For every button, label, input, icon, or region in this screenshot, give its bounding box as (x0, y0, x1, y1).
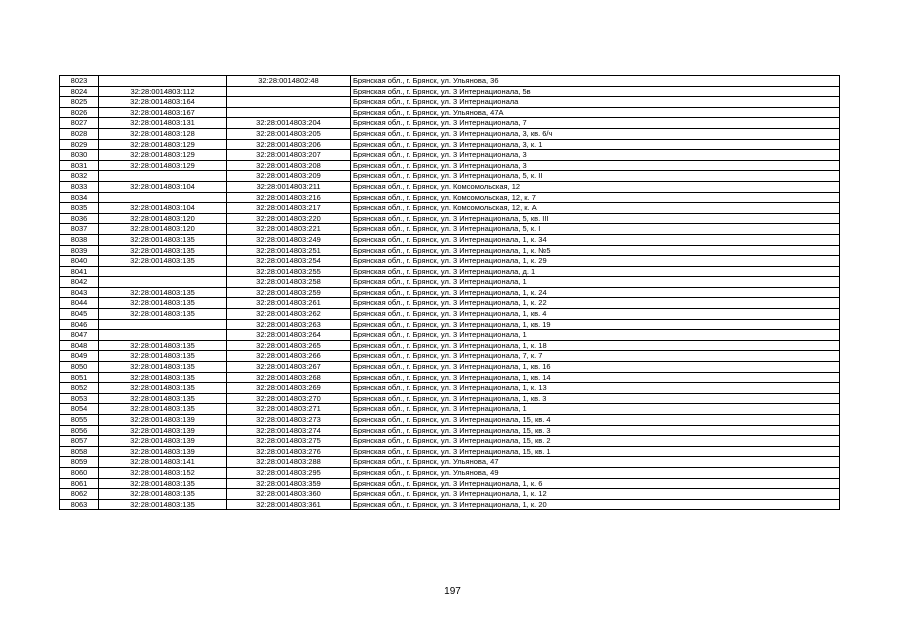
row-number-cell: 8046 (60, 319, 99, 330)
cadastral-number-cell: 32:28:0014803:139 (99, 415, 227, 426)
object-number-cell: 32:28:0014803:271 (227, 404, 351, 415)
cadastral-number-cell: 32:28:0014803:135 (99, 372, 227, 383)
address-cell: Брянская обл., г. Брянск, ул. 3 Интернационала, 1, кв. 3 (351, 393, 840, 404)
address-cell: Брянская обл., г. Брянск, ул. 3 Интернационала, 15, кв. 2 (351, 436, 840, 447)
cadastral-number-cell: 32:28:0014803:135 (99, 404, 227, 415)
object-number-cell: 32:28:0014803:206 (227, 139, 351, 150)
address-cell: Брянская обл., г. Брянск, ул. Комсомольская, 12, к. А (351, 203, 840, 214)
cadastral-number-cell: 32:28:0014803:135 (99, 489, 227, 500)
object-number-cell: 32:28:0014803:254 (227, 256, 351, 267)
object-number-cell: 32:28:0014803:251 (227, 245, 351, 256)
address-cell: Брянская обл., г. Брянск, ул. 3 Интернационала, 15, кв. 4 (351, 415, 840, 426)
address-cell: Брянская обл., г. Брянск, ул. 3 Интернационала, 5, к. II (351, 171, 840, 182)
cadastral-table (59, 75, 840, 510)
row-number-cell: 8027 (60, 118, 99, 129)
row-number-cell: 8041 (60, 266, 99, 277)
object-number-cell: 32:28:0014803:261 (227, 298, 351, 309)
address-cell: Брянская обл., г. Брянск, ул. 3 Интернационала, 5, к. I (351, 224, 840, 235)
object-number-cell: 32:28:0014803:259 (227, 287, 351, 298)
object-number-cell (227, 107, 351, 118)
table-row (60, 234, 840, 245)
address-cell: Брянская обл., г. Брянск, ул. 3 Интернационала, 1, к. 6 (351, 478, 840, 489)
address-cell: Брянская обл., г. Брянск, ул. 3 Интернационала (351, 97, 840, 108)
object-number-cell: 32:28:0014803:268 (227, 372, 351, 383)
object-number-cell: 32:28:0014803:265 (227, 340, 351, 351)
table-row (60, 171, 840, 182)
row-number-cell: 8037 (60, 224, 99, 235)
cadastral-number-cell: 32:28:0014803:135 (99, 298, 227, 309)
address-cell: Брянская обл., г. Брянск, ул. 3 Интернационала, 1, кв. 19 (351, 319, 840, 330)
address-cell: Брянская обл., г. Брянск, ул. Комсомольская, 12 (351, 181, 840, 192)
table-row (60, 224, 840, 235)
cadastral-number-cell: 32:28:0014803:135 (99, 287, 227, 298)
table-row (60, 287, 840, 298)
table-row (60, 467, 840, 478)
address-cell: Брянская обл., г. Брянск, ул. 3 Интернационала, 1, к. 18 (351, 340, 840, 351)
cadastral-number-cell: 32:28:0014803:131 (99, 118, 227, 129)
address-cell: Брянская обл., г. Брянск, ул. 3 Интернационала, 3, к. 1 (351, 139, 840, 150)
cadastral-number-cell: 32:28:0014803:139 (99, 425, 227, 436)
object-number-cell: 32:28:0014803:360 (227, 489, 351, 500)
address-cell: Брянская обл., г. Брянск, ул. 3 Интернационала, 1, к. 12 (351, 489, 840, 500)
table-row (60, 128, 840, 139)
object-number-cell: 32:28:0014803:266 (227, 351, 351, 362)
table-row (60, 181, 840, 192)
row-number-cell: 8035 (60, 203, 99, 214)
object-number-cell: 32:28:0014803:221 (227, 224, 351, 235)
table-row (60, 245, 840, 256)
table-row (60, 139, 840, 150)
object-number-cell: 32:28:0014803:211 (227, 181, 351, 192)
table-row (60, 309, 840, 320)
row-number-cell: 8045 (60, 309, 99, 320)
table-body (60, 76, 840, 510)
row-number-cell: 8024 (60, 86, 99, 97)
address-cell: Брянская обл., г. Брянск, ул. 3 Интернационала, д. 1 (351, 266, 840, 277)
row-number-cell: 8032 (60, 171, 99, 182)
row-number-cell: 8023 (60, 76, 99, 87)
object-number-cell: 32:28:0014803:207 (227, 150, 351, 161)
table-row (60, 362, 840, 373)
cadastral-number-cell (99, 266, 227, 277)
table-row (60, 256, 840, 267)
table-row (60, 298, 840, 309)
cadastral-number-cell: 32:28:0014803:135 (99, 245, 227, 256)
cadastral-number-cell: 32:28:0014803:135 (99, 351, 227, 362)
table-row (60, 277, 840, 288)
row-number-cell: 8059 (60, 457, 99, 468)
row-number-cell: 8025 (60, 97, 99, 108)
cadastral-number-cell: 32:28:0014803:167 (99, 107, 227, 118)
table-row (60, 213, 840, 224)
table-row (60, 160, 840, 171)
object-number-cell: 32:28:0014803:262 (227, 309, 351, 320)
cadastral-number-cell (99, 171, 227, 182)
row-number-cell: 8056 (60, 425, 99, 436)
object-number-cell: 32:28:0014803:258 (227, 277, 351, 288)
table-row (60, 383, 840, 394)
object-number-cell: 32:28:0014803:209 (227, 171, 351, 182)
table-row (60, 489, 840, 500)
address-cell: Брянская обл., г. Брянск, ул. Ульянова, 49 (351, 467, 840, 478)
cadastral-number-cell: 32:28:0014803:129 (99, 139, 227, 150)
table-row (60, 203, 840, 214)
row-number-cell: 8034 (60, 192, 99, 203)
cadastral-number-cell: 32:28:0014803:135 (99, 340, 227, 351)
object-number-cell: 32:28:0014803:267 (227, 362, 351, 373)
object-number-cell: 32:28:0014803:208 (227, 160, 351, 171)
object-number-cell (227, 97, 351, 108)
object-number-cell: 32:28:0014803:295 (227, 467, 351, 478)
object-number-cell: 32:28:0014803:205 (227, 128, 351, 139)
table-row (60, 404, 840, 415)
row-number-cell: 8062 (60, 489, 99, 500)
cadastral-number-cell: 32:28:0014803:135 (99, 362, 227, 373)
cadastral-number-cell: 32:28:0014803:120 (99, 213, 227, 224)
row-number-cell: 8050 (60, 362, 99, 373)
row-number-cell: 8057 (60, 436, 99, 447)
row-number-cell: 8061 (60, 478, 99, 489)
address-cell: Брянская обл., г. Брянск, ул. 3 Интернационала, 1, к. 22 (351, 298, 840, 309)
table-row (60, 86, 840, 97)
row-number-cell: 8048 (60, 340, 99, 351)
row-number-cell: 8031 (60, 160, 99, 171)
table-row (60, 118, 840, 129)
object-number-cell: 32:28:0014803:217 (227, 203, 351, 214)
address-cell: Брянская обл., г. Брянск, ул. 3 Интернационала, 1, к. 24 (351, 287, 840, 298)
address-cell: Брянская обл., г. Брянск, ул. Ульянова, 36 (351, 76, 840, 87)
object-number-cell: 32:28:0014803:361 (227, 499, 351, 510)
table-row (60, 446, 840, 457)
table-row (60, 415, 840, 426)
cadastral-number-cell: 32:28:0014803:112 (99, 86, 227, 97)
object-number-cell: 32:28:0014803:274 (227, 425, 351, 436)
row-number-cell: 8042 (60, 277, 99, 288)
row-number-cell: 8030 (60, 150, 99, 161)
cadastral-number-cell: 32:28:0014803:139 (99, 446, 227, 457)
cadastral-number-cell: 32:28:0014803:135 (99, 393, 227, 404)
object-number-cell: 32:28:0014803:216 (227, 192, 351, 203)
table-row (60, 393, 840, 404)
address-cell: Брянская обл., г. Брянск, ул. 3 Интернационала, 3, кв. 6/ч (351, 128, 840, 139)
address-cell: Брянская обл., г. Брянск, ул. 3 Интернационала, 7 (351, 118, 840, 129)
address-cell: Брянская обл., г. Брянск, ул. Комсомольская, 12, к. 7 (351, 192, 840, 203)
table-row (60, 76, 840, 87)
row-number-cell: 8060 (60, 467, 99, 478)
cadastral-number-cell: 32:28:0014803:135 (99, 234, 227, 245)
object-number-cell: 32:28:0014803:263 (227, 319, 351, 330)
address-cell: Брянская обл., г. Брянск, ул. 3 Интернационала, 1 (351, 330, 840, 341)
row-number-cell: 8049 (60, 351, 99, 362)
table-row (60, 192, 840, 203)
address-cell: Брянская обл., г. Брянск, ул. 3 Интернационала, 5в (351, 86, 840, 97)
address-cell: Брянская обл., г. Брянск, ул. 3 Интернационала, 1, кв. 14 (351, 372, 840, 383)
table-row (60, 330, 840, 341)
cadastral-number-cell: 32:28:0014803:128 (99, 128, 227, 139)
cadastral-number-cell: 32:28:0014803:120 (99, 224, 227, 235)
address-cell: Брянская обл., г. Брянск, ул. 3 Интернационала, 1, к. 20 (351, 499, 840, 510)
table-row (60, 340, 840, 351)
object-number-cell: 32:28:0014802:48 (227, 76, 351, 87)
object-number-cell: 32:28:0014803:269 (227, 383, 351, 394)
row-number-cell: 8039 (60, 245, 99, 256)
table-row (60, 436, 840, 447)
cadastral-number-cell: 32:28:0014803:139 (99, 436, 227, 447)
row-number-cell: 8055 (60, 415, 99, 426)
address-cell: Брянская обл., г. Брянск, ул. Ульянова, 47 (351, 457, 840, 468)
address-cell: Брянская обл., г. Брянск, ул. 3 Интернационала, 5, кв. III (351, 213, 840, 224)
cadastral-number-cell (99, 277, 227, 288)
cadastral-number-cell: 32:28:0014803:104 (99, 181, 227, 192)
cadastral-number-cell: 32:28:0014803:135 (99, 478, 227, 489)
cadastral-number-cell: 32:28:0014803:104 (99, 203, 227, 214)
cadastral-number-cell (99, 330, 227, 341)
table-row (60, 457, 840, 468)
cadastral-number-cell: 32:28:0014803:135 (99, 383, 227, 394)
address-cell: Брянская обл., г. Брянск, ул. 3 Интернационала, 15, кв. 1 (351, 446, 840, 457)
address-cell: Брянская обл., г. Брянск, ул. 3 Интернационала, 1, к. 29 (351, 256, 840, 267)
row-number-cell: 8036 (60, 213, 99, 224)
object-number-cell: 32:28:0014803:264 (227, 330, 351, 341)
row-number-cell: 8052 (60, 383, 99, 394)
address-cell: Брянская обл., г. Брянск, ул. 3 Интернационала, 1, кв. 4 (351, 309, 840, 320)
object-number-cell: 32:28:0014803:255 (227, 266, 351, 277)
address-cell: Брянская обл., г. Брянск, ул. 3 Интернационала, 7, к. 7 (351, 351, 840, 362)
address-cell: Брянская обл., г. Брянск, ул. Ульянова, 47А (351, 107, 840, 118)
row-number-cell: 8038 (60, 234, 99, 245)
row-number-cell: 8054 (60, 404, 99, 415)
object-number-cell: 32:28:0014803:275 (227, 436, 351, 447)
row-number-cell: 8058 (60, 446, 99, 457)
row-number-cell: 8043 (60, 287, 99, 298)
table-row (60, 499, 840, 510)
object-number-cell: 32:28:0014803:273 (227, 415, 351, 426)
cadastral-number-cell (99, 319, 227, 330)
cadastral-number-cell (99, 192, 227, 203)
cadastral-number-cell: 32:28:0014803:135 (99, 256, 227, 267)
object-number-cell: 32:28:0014803:204 (227, 118, 351, 129)
table-row (60, 319, 840, 330)
object-number-cell: 32:28:0014803:270 (227, 393, 351, 404)
row-number-cell: 8051 (60, 372, 99, 383)
cadastral-number-cell: 32:28:0014803:129 (99, 160, 227, 171)
address-cell: Брянская обл., г. Брянск, ул. 3 Интернационала, 3 (351, 150, 840, 161)
row-number-cell: 8063 (60, 499, 99, 510)
table-row (60, 478, 840, 489)
row-number-cell: 8044 (60, 298, 99, 309)
cadastral-number-cell: 32:28:0014803:152 (99, 467, 227, 478)
address-cell: Брянская обл., г. Брянск, ул. 3 Интернационала, 3 (351, 160, 840, 171)
row-number-cell: 8040 (60, 256, 99, 267)
object-number-cell: 32:28:0014803:249 (227, 234, 351, 245)
table-row (60, 425, 840, 436)
object-number-cell: 32:28:0014803:220 (227, 213, 351, 224)
table-row (60, 351, 840, 362)
address-cell: Брянская обл., г. Брянск, ул. 3 Интернационала, 1, к. 13 (351, 383, 840, 394)
cadastral-number-cell: 32:28:0014803:141 (99, 457, 227, 468)
row-number-cell: 8029 (60, 139, 99, 150)
row-number-cell: 8028 (60, 128, 99, 139)
object-number-cell: 32:28:0014803:359 (227, 478, 351, 489)
object-number-cell: 32:28:0014803:288 (227, 457, 351, 468)
table-row (60, 97, 840, 108)
cadastral-number-cell: 32:28:0014803:129 (99, 150, 227, 161)
cadastral-number-cell (99, 76, 227, 87)
address-cell: Брянская обл., г. Брянск, ул. 3 Интернационала, 1, к. №5 (351, 245, 840, 256)
row-number-cell: 8053 (60, 393, 99, 404)
table-row (60, 266, 840, 277)
address-cell: Брянская обл., г. Брянск, ул. 3 Интернационала, 1 (351, 404, 840, 415)
row-number-cell: 8033 (60, 181, 99, 192)
address-cell: Брянская обл., г. Брянск, ул. 3 Интернационала, 1, кв. 16 (351, 362, 840, 373)
cadastral-number-cell: 32:28:0014803:135 (99, 309, 227, 320)
address-cell: Брянская обл., г. Брянск, ул. 3 Интернационала, 1 (351, 277, 840, 288)
row-number-cell: 8026 (60, 107, 99, 118)
table-row (60, 150, 840, 161)
address-cell: Брянская обл., г. Брянск, ул. 3 Интернационала, 1, к. 34 (351, 234, 840, 245)
row-number-cell: 8047 (60, 330, 99, 341)
cadastral-number-cell: 32:28:0014803:135 (99, 499, 227, 510)
object-number-cell (227, 86, 351, 97)
cadastral-number-cell: 32:28:0014803:164 (99, 97, 227, 108)
table-row (60, 107, 840, 118)
object-number-cell: 32:28:0014803:276 (227, 446, 351, 457)
page-number: 197 (444, 586, 461, 597)
table-row (60, 372, 840, 383)
address-cell: Брянская обл., г. Брянск, ул. 3 Интернационала, 15, кв. 3 (351, 425, 840, 436)
